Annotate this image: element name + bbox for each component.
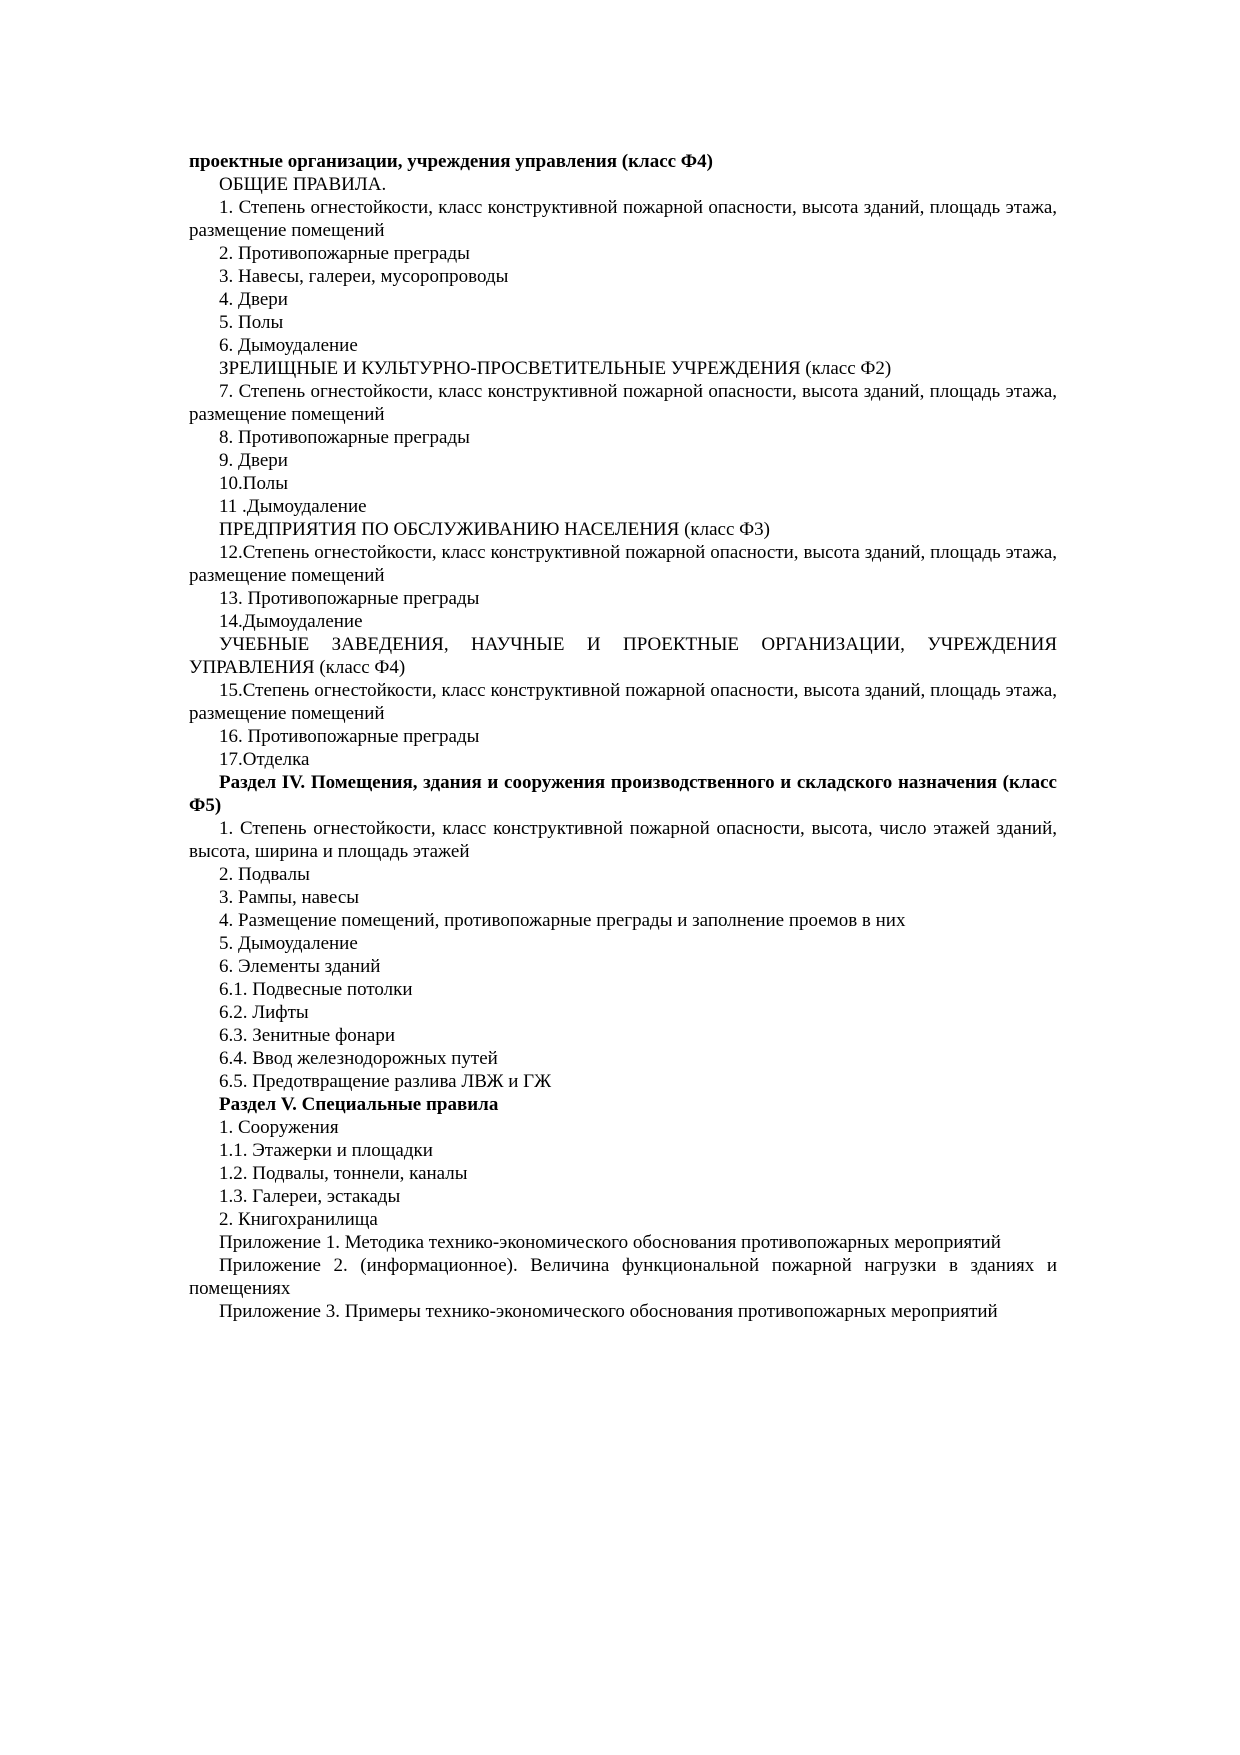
toc-entry: 6. Дымоудаление bbox=[219, 335, 358, 356]
toc-entry: ОБЩИЕ ПРАВИЛА. bbox=[219, 174, 387, 195]
toc-entry: 11 .Дымоудаление bbox=[219, 496, 367, 517]
toc-entry: 1. Степень огнестойкости, класс конструктивной пожарной опасности, высота зданий, площадь этажа, размещение помещений bbox=[189, 197, 1057, 241]
toc-entry: 2. Подвалы bbox=[219, 864, 310, 885]
toc-entry: Приложение 1. Методика технико-экономического обоснования противопожарных мероприятий bbox=[219, 1232, 1001, 1253]
toc-entry: 10.Полы bbox=[219, 473, 288, 494]
toc-entry: 5. Полы bbox=[219, 312, 284, 333]
toc-entry: Приложение 3. Примеры технико-экономического обоснования противопожарных мероприятий bbox=[219, 1301, 998, 1322]
toc-entry: 4. Размещение помещений, противопожарные преграды и заполнение проемов в них bbox=[219, 910, 906, 931]
toc-entry: 8. Противопожарные преграды bbox=[219, 427, 470, 448]
toc-entry: 4. Двери bbox=[219, 289, 288, 310]
toc-entry: ЗРЕЛИЩНЫЕ И КУЛЬТУРНО-ПРОСВЕТИТЕЛЬНЫЕ УЧРЕЖДЕНИЯ (класс Ф2) bbox=[219, 358, 892, 379]
toc-entry: Приложение 2. (информационное). Величина функциональной пожарной нагрузки в зданиях и помещениях bbox=[189, 1255, 1057, 1299]
toc-entry: 5. Дымоудаление bbox=[219, 933, 358, 954]
toc-entry: 12.Степень огнестойкости, класс конструктивной пожарной опасности, высота зданий, площадь этажа, размещение помещений bbox=[189, 542, 1057, 586]
toc-entry: 2. Книгохранилища bbox=[219, 1209, 378, 1230]
toc-entry: 1.2. Подвалы, тоннели, каналы bbox=[219, 1163, 468, 1184]
toc-entry: УЧЕБНЫЕ ЗАВЕДЕНИЯ, НАУЧНЫЕ И ПРОЕКТНЫЕ ОРГАНИЗАЦИИ, УЧРЕЖДЕНИЯ УПРАВЛЕНИЯ (класс Ф4) bbox=[189, 634, 1057, 678]
toc-entry: 16. Противопожарные преграды bbox=[219, 726, 480, 747]
toc-entry: 6.3. Зенитные фонари bbox=[219, 1025, 396, 1046]
toc-entry: 1.1. Этажерки и площадки bbox=[219, 1140, 433, 1161]
toc-entry: 2. Противопожарные преграды bbox=[219, 243, 470, 264]
toc-entry: 3. Навесы, галереи, мусоропроводы bbox=[219, 266, 509, 287]
section-heading: Раздел IV. Помещения, здания и сооружения производственного и складского назначения (класс Ф5) bbox=[189, 772, 1057, 816]
toc-entry: 9. Двери bbox=[219, 450, 288, 471]
toc-entry: 6.1. Подвесные потолки bbox=[219, 979, 413, 1000]
toc-entry: 1. Сооружения bbox=[219, 1117, 339, 1138]
toc-entry: 3. Рампы, навесы bbox=[219, 887, 360, 908]
toc-entry: 15.Степень огнестойкости, класс конструктивной пожарной опасности, высота зданий, площадь этажа, размещение помещений bbox=[189, 680, 1057, 724]
toc-entry: 1. Степень огнестойкости, класс конструктивной пожарной опасности, высота, число этажей зданий, высота, ширина и площадь этажей bbox=[189, 818, 1057, 862]
document-page bbox=[189, 150, 1057, 1323]
toc-entry: 1.3. Галереи, эстакады bbox=[219, 1186, 401, 1207]
toc-entry: 6.5. Предотвращение разлива ЛВЖ и ГЖ bbox=[219, 1071, 552, 1092]
toc-entry: 6.2. Лифты bbox=[219, 1002, 309, 1023]
toc-entry: 6.4. Ввод железнодорожных путей bbox=[219, 1048, 498, 1069]
toc-entry: 6. Элементы зданий bbox=[219, 956, 381, 977]
section-heading: Раздел V. Специальные правила bbox=[219, 1094, 499, 1115]
toc-entry: 14.Дымоудаление bbox=[219, 611, 363, 632]
section-heading: проектные организации, учреждения управления (класс Ф4) bbox=[189, 151, 713, 172]
toc-entry: 17.Отделка bbox=[219, 749, 310, 770]
toc-entry: ПРЕДПРИЯТИЯ ПО ОБСЛУЖИВАНИЮ НАСЕЛЕНИЯ (класс Ф3) bbox=[219, 519, 770, 540]
toc-entry: 7. Степень огнестойкости, класс конструктивной пожарной опасности, высота зданий, площадь этажа, размещение помещений bbox=[189, 381, 1057, 425]
toc-entry: 13. Противопожарные преграды bbox=[219, 588, 480, 609]
